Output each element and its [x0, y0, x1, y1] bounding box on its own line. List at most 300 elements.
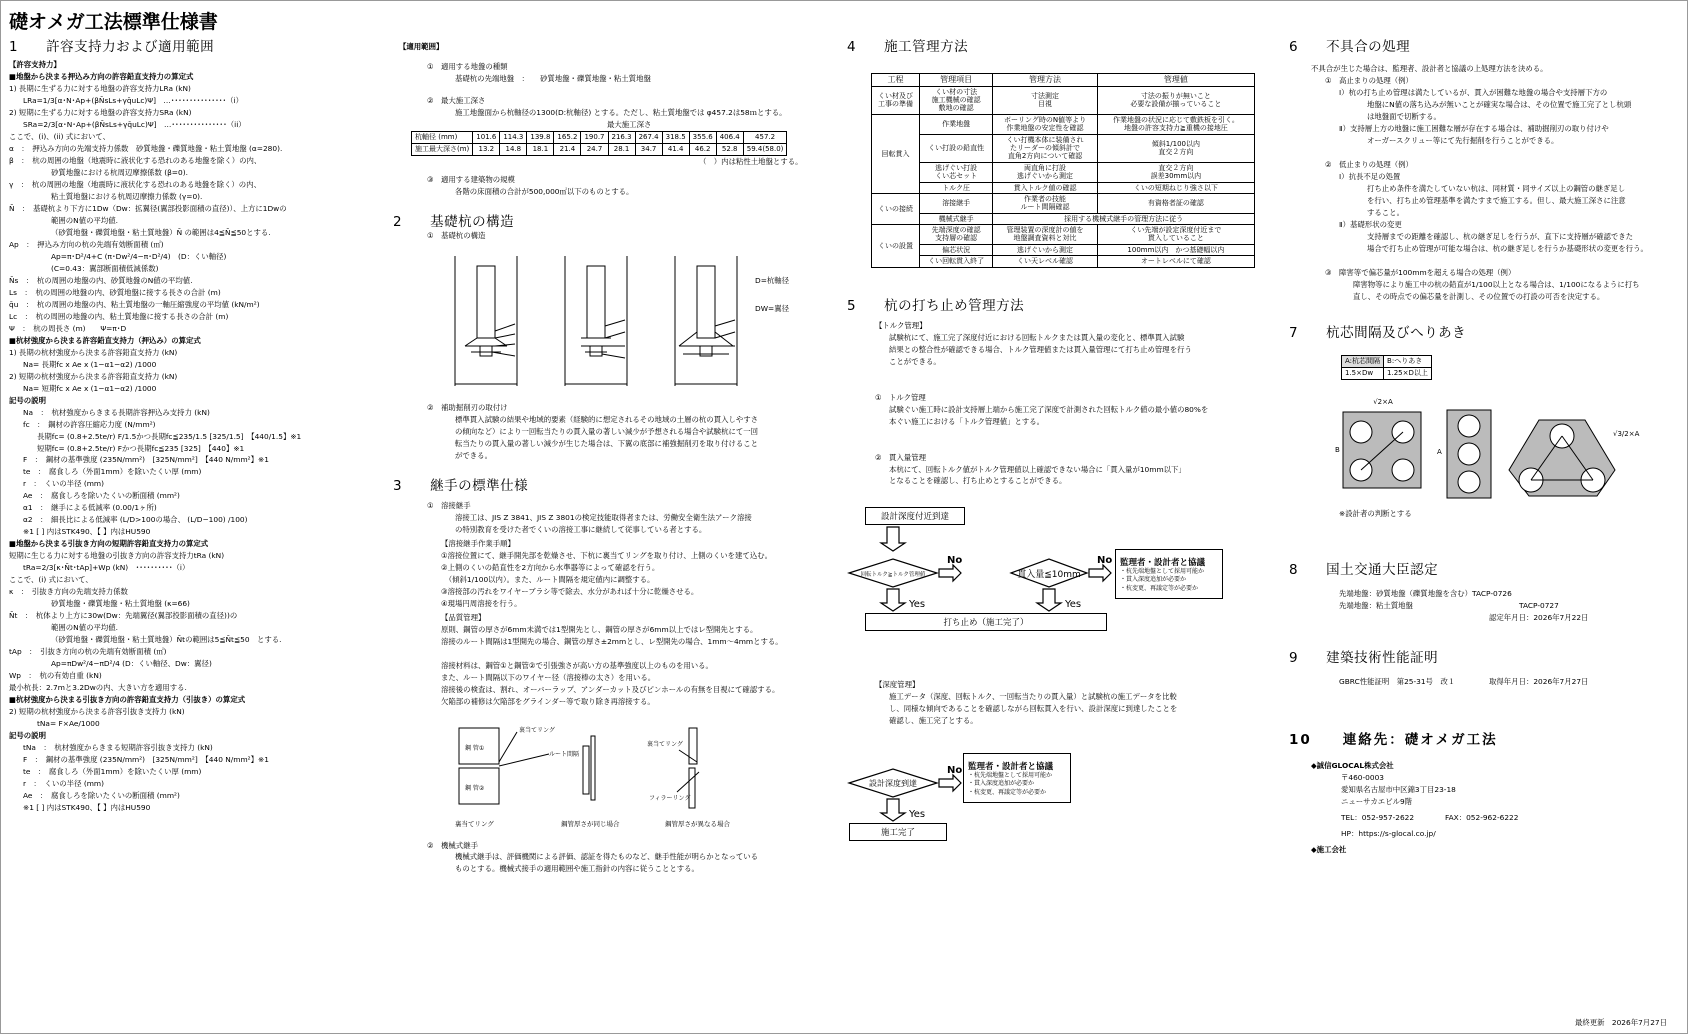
s1-line: 範囲のN値の平均値. — [51, 623, 119, 633]
mgmt-cell-method: 寸法測定 目視 — [993, 86, 1098, 114]
s6-line: Ⅰ）杭の打ち止め管理は満たしているが、貫入が困難な地盤の場合や支持層下方の — [1339, 87, 1608, 97]
flow-label-no-2: No — [1097, 555, 1113, 567]
depth-table-cell: 267.4 — [635, 131, 662, 143]
s3-line: 欠陥部の補修は欠陥部をグラインダー等で取り除き再溶接する。 — [441, 696, 655, 706]
depth-table-cell: 24.7 — [581, 143, 608, 155]
s1-line: （砂質地盤・礫質地盤・粘土質地盤）N̄ の範囲は4≦N̄≦50とする. — [51, 227, 271, 237]
mgmt-cell-value: くい先端が設定深度付近まで 貫入していること — [1097, 225, 1254, 245]
mgmt-cell-item: 溶接継手 — [920, 193, 993, 213]
fig-caption-3: 鋼管厚さが異なる場合 — [665, 819, 730, 828]
mgmt-table-row — [872, 182, 1255, 193]
flow-decision-penetration: 貫入量≦10mm — [1017, 570, 1081, 581]
s1-line: 2) 短期の杭材強度から決まる許容引抜き支持力 (kN) — [9, 707, 185, 717]
mgmt-cell-method: 両直角に打設 逃げぐいから測定 — [993, 162, 1098, 182]
mgmt-table-row — [872, 86, 1255, 114]
svg-text:鋼 管①: 鋼 管① — [465, 744, 485, 752]
consult-item: ・杭先端地盤として採用可能か — [968, 771, 1053, 779]
flow-consult-box-1 — [1115, 549, 1223, 599]
s1-body — [9, 59, 401, 814]
mgmt-cell-method: 管理装置の深度計の値を 地盤調査資料と対比 — [993, 225, 1098, 245]
s2-line: の傾向など）により一回転当たりの貫入量の著しい減少が予想される場合や試験杭にて一回 — [455, 426, 759, 436]
s2-line: 転当たりの貫入量の著しい減少が生じた場合は、下翼の底部に補強掘削刃を取り付けること — [455, 438, 759, 448]
mgmt-table-row — [872, 213, 1255, 224]
s1-line: Na= 長期fc x Ae x (1−α1−α2) /1000 — [23, 359, 157, 369]
mgmt-cell-value: オートレベルにて確認 — [1097, 256, 1254, 267]
s1-line: Wp ： 杭の有効自重 (kN) — [9, 671, 102, 681]
flow-label-no-1: No — [947, 555, 963, 567]
mgmt-table-row — [872, 134, 1255, 162]
mgmt-cell-process: 回転貫入 — [872, 114, 920, 193]
mgmt-table-header: 工程 — [872, 74, 920, 87]
s3-body-3 — [399, 851, 839, 875]
s5-line: 試験ぐい施工時に設計支持層上端から施工完了深度で計測された回転トルク値の最小値の80%を — [889, 404, 1209, 414]
s1-line: ここで、(i) 式において、 — [9, 575, 93, 585]
s1-line: Ae ： 腐食しろを除いたくいの断面積 (mm²) — [23, 791, 180, 801]
mgmt-table-header: 管理項目 — [920, 74, 993, 87]
mgmt-table-header: 管理方法 — [993, 74, 1098, 87]
depth-table-cell: 34.7 — [635, 143, 662, 155]
column-2 — [393, 41, 839, 875]
fig-label-ring2: 裏当てリング — [647, 740, 683, 748]
label-sqrt3-2a: √3/2×A — [1613, 429, 1640, 438]
s1-line: Na= 短期fc x Ae x (1−α1−α2) /1000 — [23, 383, 157, 393]
s3-body-1 — [399, 512, 839, 536]
mgmt-cell-method: 貫入トルク値の確認 — [993, 182, 1098, 193]
flow-label-yes-3: Yes — [909, 809, 926, 821]
s6-line: 地盤にN値の落ち込みが無いことが確実な場合は、その位置で施工完了とし杭頭 — [1367, 99, 1632, 109]
flow-label-yes-2: Yes — [1065, 599, 1082, 611]
depth-table-note: （ ）内は粘性土地盤とする。 — [699, 156, 803, 166]
s1-line: N̄s ： 杭の周囲の地盤の内、砂質地盤のN値の平均値. — [9, 275, 193, 285]
depth-table-cell: 52.8 — [716, 143, 743, 155]
s1-line: 砂質地盤における杭周辺摩擦係数 (β=0). — [51, 167, 188, 177]
consult-item: ・貫入深度追加が必要か — [968, 780, 1035, 788]
s2-item-2: ② 補助掘削刃の取付け — [427, 402, 508, 412]
depth-table-cell: 406.4 — [716, 131, 743, 143]
last-updated: 最終更新 2026年7月27日 — [1574, 1018, 1667, 1028]
flow-label-yes-1: Yes — [909, 599, 926, 611]
flow-decision-torque: 回転トルク≧トルク管理値 — [860, 572, 926, 579]
company-fax: FAX：052-962-6222 — [1445, 812, 1519, 822]
s5-body-2 — [847, 404, 1267, 428]
s5-body-3 — [847, 464, 1267, 488]
scope-item-1: ① 適用する地盤の種類 — [427, 61, 508, 71]
scope-item-1-value: 基礎杭の先端地盤 ： 砂質地盤・礫質地盤・粘土質地盤 — [455, 73, 651, 83]
mgmt-cell-method: くい打機本体に装備され たリーダーの傾斜計で 直角2方向について確認 — [993, 134, 1098, 162]
weld-figure — [399, 722, 819, 834]
depth-table-cell: 41.4 — [662, 143, 689, 155]
s5-body-4 — [847, 691, 1267, 727]
s5-line: 本杭にて、回転トルク値がトルク管理値以上確認できない場合に「貫入量が10mm以下」 — [889, 464, 1186, 474]
s3-step: （傾斜1/100以内）。また、ルート間隔を規定値内に調整する。 — [441, 574, 655, 584]
s3-line: 機械式継手は、評価機関による評価、認証を得たものなど、継手性能が明らかとなっている — [455, 852, 759, 862]
fig-label-root: ルート間隔 — [549, 750, 580, 758]
s5-line: ことができる。 — [889, 356, 941, 366]
s3-line: また、ルート間隔以下のワイヤー径（溶接棒の太さ）を用いる。 — [441, 672, 656, 682]
mgmt-cell-value: 作業地盤の状況に応じて敷鉄板を引く。 地盤の許容支持力≧重機の接地圧 — [1097, 114, 1254, 134]
mgmt-cell-value: 直交２方向 誤差30mm以内 — [1097, 162, 1254, 182]
s3-line: の特別教育を受けた者でくいの溶接工事に継続して従事している者とする。 — [455, 524, 707, 534]
depth-table-header: 杭軸径 (mm) — [412, 131, 473, 143]
consult-item: ・杭変更、再議定等が必要か — [968, 788, 1047, 796]
s3-line: ものとする。機械式接手の適用範囲や施工指針の内容に従うこととする。 — [455, 864, 699, 874]
s1-line: 短期fc= (0.8+2.5te/r) Fかつ長期fc≦235 [325] 【440】※1 — [37, 443, 245, 453]
scope-item-2: ② 最大施工深さ — [427, 95, 486, 105]
s1-line: tNa ： 杭材強度からきまる短期許容引抜き支持力 (kN) — [23, 743, 213, 753]
s1-line: Ψ ： 杭の周長さ (m) Ψ=π･D — [9, 323, 127, 333]
legend-d: D=杭軸径 — [755, 276, 790, 285]
s5-tag-1: 【トルク管理】 — [875, 320, 927, 330]
s1-line: α2 ： 細長比による低減率 (L/D>100の場合、 (L/D−100) /100) — [23, 515, 248, 525]
mgmt-cell-process: くい材及び 工事の準備 — [872, 86, 920, 114]
company-zip: 〒460-0003 — [1341, 772, 1384, 782]
s5-line: 結果との整合性が確認できる場合、トルク管理値または貫入量管理にて打ち止め管理を行う — [889, 344, 1192, 354]
s1-line: 最小杭長：2.7mと3.2Dwの内、大きい方を適用する. — [9, 683, 187, 693]
s4-heading: 4 施工管理方法 — [847, 39, 969, 55]
legend-dw: DW=翼径 — [755, 304, 789, 313]
perf-cert-number: GBRC性能証明 第25-31号 改１ — [1339, 676, 1456, 686]
label-b: B — [1335, 445, 1340, 454]
s1-line: Ae ： 腐食しろを除いたくいの断面積 (mm²) — [23, 491, 180, 501]
scope-tag: 【適用範囲】 — [399, 42, 444, 51]
pile-structure-figure — [435, 246, 775, 396]
company-address-1: 愛知県名古屋市中区錦3丁目23-18 — [1341, 784, 1456, 794]
s1-line: β ： 杭の周囲の地盤（地震時に液状化する恐れのある地盤を除く）の内、 — [9, 155, 262, 165]
depth-table — [411, 131, 787, 156]
s2-line: 標準貫入試験の結果や地域的要素（経験的に想定されるその地域の土層の杭の貫入しやすさ — [455, 414, 759, 424]
s1-line: 1) 長期に生ずる力に対する地盤の許容支持力LRa (kN) — [9, 83, 191, 93]
mgmt-cell-item: 機械式継手 — [920, 213, 993, 224]
s6-line: Ⅱ）基礎形状の変更 — [1339, 219, 1402, 229]
flowchart-torque — [847, 507, 1267, 639]
spacing-table-header: B:へりあき — [1384, 355, 1432, 367]
mgmt-cell-item: 偏芯状況 — [920, 244, 993, 255]
s3-body-2 — [399, 624, 839, 708]
s5-item-1: ① トルク管理 — [875, 392, 926, 402]
s7-heading: 7 杭芯間隔及びへりあき — [1289, 324, 1467, 341]
s1-line: α1 ： 継手による低減率 (0.00/1ヶ所) — [23, 503, 157, 513]
pile-shaft-3 — [697, 266, 715, 338]
s1-line: Ap ： 押込み方向の杭の先端有効断面積 (㎡) — [9, 239, 164, 249]
s1-line: LRa=1/3[α･N･Ap+(βN̄sLs+γq̄uLc)Ψ] …･･･････････････（i） — [23, 95, 244, 105]
scope-item-3: ③ 適用する建築物の規模 — [427, 174, 515, 184]
mgmt-table-row — [872, 193, 1255, 213]
column-1 — [9, 7, 401, 814]
s1-line: SRa=2/3[α･N･Ap+(βN̄sLs+γq̄uLc)Ψ] …･･･････････････（ii） — [23, 119, 246, 129]
mgmt-cell-method: 作業者の技能 ルート間隔確認 — [993, 193, 1098, 213]
s1-line: α ： 押込み方向の先端支持力係数 砂質地盤・礫質地盤・粘土質地盤 (α=280). — [9, 143, 283, 153]
s3-line: 溶接材料は、鋼管①と鋼管②で引張強さが高い方の基準強度以上のものを用いる。 — [441, 660, 713, 670]
flow-end-torque: 打ち止め（施工完了） — [865, 613, 1107, 631]
s1-line: fc ： 鋼材の許容圧縮応力度 (N/mm²) — [23, 419, 156, 429]
depth-table-cell: 355.6 — [689, 131, 716, 143]
s6-line: 直し、その時点での偏芯量を計測し、その位置での打設の可否を決定する。 — [1353, 291, 1605, 301]
consult-item: ・杭変更、再議定等が必要か — [1120, 584, 1199, 592]
s1-line: r ： くいの半径 (mm) — [23, 479, 104, 489]
mgmt-cell-value: 100mm以内 かつ基礎幅以内 — [1097, 244, 1254, 255]
mgmt-cell-item: 逃げぐい打設 くい芯セット — [920, 162, 993, 182]
s5-line: 施工データ（深度、回転トルク、一回転当たりの貫入量）と試験杭の施工データを比較 — [889, 692, 1177, 702]
depth-table-cell: 114.3 — [500, 131, 527, 143]
mgmt-cell-item: くい打設の鉛直性 — [920, 134, 993, 162]
s6-line: 場合で打ち止め管理が可能な場合は、杭の継ぎ足しを行うか基礎形状の変更を行う。 — [1367, 243, 1648, 253]
s1-line: γ ： 杭の周囲の地盤（地震時に液状化する恐れのある地盤を除く）の内、 — [9, 179, 261, 189]
s3-line: 溶接工は、JIS Z 3841、JIS Z 3801の検定技能取得者または、労働安全衛生法アーク溶接 — [455, 512, 752, 522]
mgmt-table-row — [872, 225, 1255, 245]
spacing-table-value: 1.25×D以上 — [1384, 367, 1432, 379]
s5-line: し、同様な傾向であることを確認しながら回転貫入を行い、設計深度に到達したことを — [889, 704, 1178, 714]
company-name: ◆誠信GLOCAL株式会社 — [1311, 760, 1394, 770]
s10-heading: 10 連絡先：礎オメガ工法 — [1289, 731, 1498, 748]
s5-tag-2: 【深度管理】 — [875, 680, 920, 690]
cert-row-1: 先端地盤：砂質地盤（礫質地盤を含む）TACP-0726 — [1339, 588, 1512, 598]
s5-line: となることを確認し、打ち止めとすることができる。 — [889, 476, 1067, 486]
fig-caption-2: 鋼管厚さが同じ場合 — [561, 819, 620, 828]
s1-line: N̄ ： 基礎杭より下方に1Dw（Dw：拡翼径(翼部投影面積の直径)）、上方に1Dwの — [9, 203, 287, 213]
s1-line: 【許容支持力】 — [9, 60, 61, 69]
depth-table-cell: 457.2 — [743, 131, 787, 143]
s1-line: F ： 鋼材の基準強度 (235N/mm²) [325N/mm²] 【440 N/mm²】※1 — [23, 455, 269, 465]
s1-line: tRa=2/3[κ･N̄t･tAp]+Wp (kN) ･･････････（i） — [23, 563, 190, 573]
mgmt-cell-value: 有資格者証の確認 — [1097, 193, 1254, 213]
depth-table-cell: 28.1 — [608, 143, 635, 155]
s3-line: 溶接のルート間隔は1型開先の場合、鋼管の厚さ±2mmとし、レ型開先の場合、1mm〜4mmとする。 — [441, 636, 783, 646]
flow-end-depth: 施工完了 — [849, 823, 947, 841]
s5-line: 本ぐい施工における「トルク管理値」とする。 — [889, 416, 1045, 426]
s1-line: tNa= F×Ae/1000 — [37, 719, 100, 729]
flowchart-depth — [847, 747, 1267, 847]
depth-table-cell: 18.1 — [527, 143, 554, 155]
s6-line: ③ 障害等で偏芯量が100mmを超える場合の処理（例） — [1325, 267, 1516, 277]
fig-label-filler: フィラーリング — [649, 794, 691, 802]
depth-table-cell: 190.7 — [581, 131, 608, 143]
s6-heading: 6 不具合の処理 — [1289, 39, 1411, 55]
svg-text:鋼 管②: 鋼 管② — [465, 784, 485, 792]
mgmt-cell-method: ボーリング時のN値等より 作業地盤の安定性を確認 — [993, 114, 1098, 134]
mgmt-cell-method: 採用する機械式継手の管理方法に従う — [993, 213, 1255, 224]
depth-table-caption: 最大施工深さ — [607, 119, 652, 129]
column-3 — [847, 35, 1267, 847]
s5-line: 試験杭にて、施工完了深度付近における回転トルクまたは貫入量の変化と、標準貫入試験 — [889, 332, 1185, 342]
cert-row-2 — [1339, 600, 1681, 612]
s3-item-2: ② 機械式継手 — [427, 840, 478, 850]
s1-line: ※1 [ ] 内はSTK490、【 】内はHU590 — [23, 527, 151, 537]
depth-table-cell: 318.5 — [662, 131, 689, 143]
pile-shaft-1 — [477, 266, 495, 338]
depth-table-header: 施工最大深さ(m) — [412, 143, 473, 155]
flow-consult-box-2 — [963, 753, 1071, 803]
s3-step: ③溶接部の汚れをワイヤーブラシ等で除去、水分があれば十分に乾燥させる。 — [441, 586, 699, 596]
depth-table-cell: 46.2 — [689, 143, 716, 155]
mgmt-cell-method: 逃げぐいから測定 — [993, 244, 1098, 255]
s3-step: ②上側のくいの鉛直性を2方向から水準器等によって確認を行う。 — [441, 562, 660, 572]
s3-line — [441, 648, 839, 660]
s1-line: 長期fc= (0.8+2.5te/r) F/1.5かつ長期fc≦235/1.5 [325/1.5] 【440/1.5】※1 — [37, 431, 302, 441]
s6-line: 打ち止め条件を満たしていない杭は、同材質・同サイズ以上の鋼管の継ぎ足し — [1367, 183, 1626, 193]
s6-line — [1311, 255, 1681, 267]
fig-label-ring: 裏当てリング — [519, 726, 555, 734]
s3-step: ④現場円周溶接を行う。 — [441, 598, 522, 608]
s3-item-1: ① 溶接継手 — [427, 500, 471, 510]
contractor-label: ◆施工会社 — [1311, 844, 1347, 854]
s3-tag-2: 【品質管理】 — [441, 612, 486, 622]
s1-line: ■地盤から決まる引抜き方向の短期許容鉛直支持力の算定式 — [9, 539, 209, 549]
s6-line: オーガースクリュー等にて先行掘削を行うことができる。 — [1367, 135, 1559, 145]
mgmt-cell-item: くい材の寸法 施工機械の確認 敷地の確認 — [920, 86, 993, 114]
s3-line: 原則、鋼管の厚さが6mm未満では1型開先とし、鋼管の厚さが6mm以上ではレ型開先とする。 — [441, 624, 758, 634]
consult-title: 監理者・設計者と協議 — [968, 761, 1054, 772]
s1-line: 記号の説明 — [9, 731, 46, 741]
mgmt-cell-item: 先端深度の確認 支持層の確認 — [920, 225, 993, 245]
s1-line: tAp ： 引抜き方向の杭の先端有効断面積 (㎡) — [9, 647, 167, 657]
label-a: A — [1437, 447, 1442, 456]
perf-row — [1339, 676, 1681, 688]
depth-table-cell: 216.3 — [608, 131, 635, 143]
s2-heading: 2 基礎杭の構造 — [393, 213, 515, 230]
column-4 — [1289, 35, 1681, 856]
depth-table-cell: 13.2 — [473, 143, 500, 155]
mgmt-table-row — [872, 114, 1255, 134]
mgmt-table-header: 管理値 — [1097, 74, 1254, 87]
s1-line: ※1 [ ] 内はSTK490、【 】内はHU590 — [23, 803, 151, 813]
s6-line: ① 高止まりの処理（例） — [1325, 75, 1413, 85]
depth-table-cell: 21.4 — [554, 143, 581, 155]
company-phone-row — [1341, 812, 1681, 824]
s1-line: 記号の説明 — [9, 395, 46, 405]
consult-item: ・貫入深度追加が必要か — [1120, 576, 1187, 584]
scope-item-3-value: 各階の床面積の合計が500,000㎡以下のものとする。 — [455, 186, 634, 196]
consult-title: 監理者・設計者と協議 — [1120, 557, 1206, 568]
construction-management-table — [871, 73, 1255, 268]
s6-line: ② 低止まりの処理（例） — [1325, 159, 1413, 169]
flow-label-no-3: No — [947, 765, 963, 777]
company-address-2: ニューサカエビル9階 — [1341, 796, 1413, 806]
s6-line: 障害物等により施工中の杭の鉛直が1/100以上となる場合は、1/100になるように打ち — [1353, 279, 1640, 289]
s1-line: (C=0.43：翼部断面積低減係数) — [51, 263, 159, 273]
s1-line: Lc ： 杭の周囲の地盤の内、粘土質地盤に接する長さの合計 (m) — [9, 311, 229, 321]
mgmt-table-row — [872, 256, 1255, 267]
s1-line: Ap=πDw²/4−πD²/4 (D：くい軸径、Dw：翼径) — [51, 659, 212, 669]
depth-table-cell: 139.8 — [527, 131, 554, 143]
s3-tag-1: 【溶接継手作業手順】 — [441, 538, 515, 548]
mgmt-cell-item: くい回転貫入終了 — [920, 256, 993, 267]
s6-line: Ⅰ）抗長不足の処置 — [1339, 171, 1401, 181]
consult-items — [968, 772, 1052, 797]
s1-line: Na ： 杭材強度からきまる長期許容押込み支持力 (kN) — [23, 407, 210, 417]
s5-body-1 — [847, 332, 1267, 368]
s1-line: 2) 短期に生ずる力に対する地盤の許容支持力SRa (kN) — [9, 107, 192, 117]
mgmt-cell-process: くいの接続 — [872, 193, 920, 224]
s2-body — [399, 414, 839, 462]
cert-date: 認定年月日：2026年7月22日 — [1489, 612, 1589, 622]
s6-body — [1289, 63, 1681, 303]
mgmt-table-row — [872, 162, 1255, 182]
mgmt-cell-value: 傾斜1/100以内 直交２方向 — [1097, 134, 1254, 162]
s1-line: ■地盤から決まる押込み方向の許容鉛直支持力の算定式 — [9, 71, 194, 81]
mgmt-table-row — [872, 244, 1255, 255]
s1-line: 短期に生じる力に対する地盤の引抜き方向の許容支持力tRa (kN) — [9, 551, 225, 561]
spacing-note: ※設計者の判断とする — [1339, 508, 1412, 518]
s3-step: ①溶接位置にて、継手開先部を乾燥させ、下杭に裏当てリングを取り付け、上側のくいを建て込む。 — [441, 550, 773, 560]
s1-line: F ： 鋼材の基準強度 (235N/mm²) [325N/mm²] 【440 N/mm²】※1 — [23, 755, 269, 765]
spacing-table-value: 1.5×Dw — [1342, 367, 1384, 379]
s5-line: 確認し、施工完了とする。 — [889, 716, 978, 726]
s1-line: r ： くいの半径 (mm) — [23, 779, 104, 789]
s1-line: ■杭材強度から決まる引抜き方向の許容鉛直支持力（引抜き）の算定式 — [9, 695, 246, 705]
depth-table-cell: 14.8 — [500, 143, 527, 155]
consult-item: ・杭先端地盤として採用可能か — [1120, 567, 1205, 575]
s1-line: te ： 腐食しろ（外面1mm）を除いたくい厚 (mm) — [23, 467, 202, 477]
page-title: 礎オメガ工法標準仕様書 — [9, 11, 218, 33]
s1-line: κ ： 引抜き方向の先端支持力係数 — [9, 587, 128, 597]
s1-line: 範囲のN値の平均値. — [51, 215, 119, 225]
pile-shaft-2 — [587, 266, 605, 338]
perf-cert-date: 取得年月日：2026年7月27日 — [1489, 676, 1589, 686]
s6-line: 支持層までの距離を確認し、杭の継ぎ足しを行うが、直下に支持層が確認できた — [1367, 231, 1634, 241]
mgmt-cell-process: くいの設置 — [872, 225, 920, 268]
s3-heading: 3 継手の標準仕様 — [393, 477, 529, 494]
scope-item-2-value: 施工地盤面から杭軸径の1300(D:杭軸径) とする。ただし、粘土質地盤では φ457.2は58ｍとする。 — [455, 107, 787, 117]
mgmt-cell-item: トルク圧 — [920, 182, 993, 193]
consult-items — [1120, 568, 1204, 593]
spacing-table — [1341, 355, 1432, 380]
s9-heading: 9 建築技術性能証明 — [1289, 649, 1439, 666]
mgmt-cell-value: 寸法の振りが無いこと 必要な設備が揃っていること — [1097, 86, 1254, 114]
mgmt-cell-value: くいの短期ねじり強さ以下 — [1097, 182, 1254, 193]
s6-line: 不具合が生じた場合は、監理者、設計者と協議の上処理方法を決める。 — [1311, 64, 1548, 73]
label-sqrt2a: √2×A — [1373, 397, 1393, 406]
pile-spacing-figure — [1333, 392, 1640, 502]
s8-heading: 8 国土交通大臣認定 — [1289, 561, 1439, 578]
s1-line: te ： 腐食しろ（外面1mm）を除いたくい厚 (mm) — [23, 767, 202, 777]
depth-table-cell: 59.4(58.0) — [743, 143, 787, 155]
flow-decision-depth: 設計深度到達 — [869, 779, 917, 789]
s3-line: 溶接後の検査は、割れ、オーバーラップ、アンダーカット及びピンホールの有無を目視にて確認する。 — [441, 684, 780, 694]
s3-steps — [399, 550, 839, 610]
s1-line: 1) 長期の杭材強度から決まる許容鉛直支持力 (kN) — [9, 347, 178, 357]
company-hp[interactable]: HP：https://s-glocal.co.jp/ — [1341, 828, 1436, 838]
s1-line: 粘土質地盤における杭周辺摩擦力係数 (γ=0). — [51, 191, 203, 201]
flow-start-torque: 設計深度付近到達 — [865, 507, 965, 525]
s6-line — [1311, 147, 1681, 159]
s1-line: 2) 短期の杭材強度から決まる許容鉛直支持力 (kN) — [9, 371, 178, 381]
depth-table-cell: 165.2 — [554, 131, 581, 143]
s5-heading: 5 杭の打ち止め管理方法 — [847, 297, 1025, 314]
s1-line: Ap=π･D²/4+C (π･Dw²/4−π･D²/4) (D：くい軸径) — [51, 251, 227, 261]
s1-line: ■杭材強度から決まる許容鉛直支持力（押込み）の算定式 — [9, 335, 201, 345]
s1-line: N̄t ： 杭体より上方に30w(Dw：先端翼径(翼部投影面積の直径))の — [9, 611, 238, 621]
s6-line: Ⅱ）支持層上方の地盤に施工困難な層が存在する場合は、補助掘削刃の取り付けや — [1339, 123, 1609, 133]
company-tel: TEL：052-957-2622 — [1341, 812, 1415, 822]
s2-item-1: ① 基礎杭の構造 — [427, 230, 486, 240]
s6-line: は地盤面で切断する。 — [1367, 111, 1441, 121]
s2-line: ができる。 — [455, 450, 492, 460]
s1-line: 砂質地盤・礫質地盤・粘土質地盤 (κ=66) — [51, 599, 190, 609]
s1-line: （砂質地盤・礫質地盤・粘土質地盤）N̄tの範囲は5≦N̄t≦50 とする. — [51, 635, 282, 645]
depth-table-cell: 101.6 — [473, 131, 500, 143]
s1-line: Ls ： 杭の周囲の地盤の内、砂質地盤に接する長さの合計 (m) — [9, 287, 221, 297]
mgmt-cell-method: くい天レベル確認 — [993, 256, 1098, 267]
s6-line: を行い、打ち止め管理基準を満たすまで施工する。但し、最大施工深さに注意 — [1367, 195, 1626, 205]
spacing-table-header: A:杭芯間隔 — [1342, 355, 1384, 367]
fig-caption-1: 裏当てリング — [455, 819, 494, 828]
s6-line: すること。 — [1367, 207, 1404, 217]
s5-item-2: ② 貫入量管理 — [875, 452, 926, 462]
mgmt-cell-item: 作業地盤 — [920, 114, 993, 134]
s1-line: ここで、(i)、(ii) 式において、 — [9, 131, 111, 141]
cert-row-2-key: 先端地盤：粘土質地盤 — [1339, 600, 1413, 610]
cert-row-2-value: TACP-0727 — [1519, 600, 1559, 610]
